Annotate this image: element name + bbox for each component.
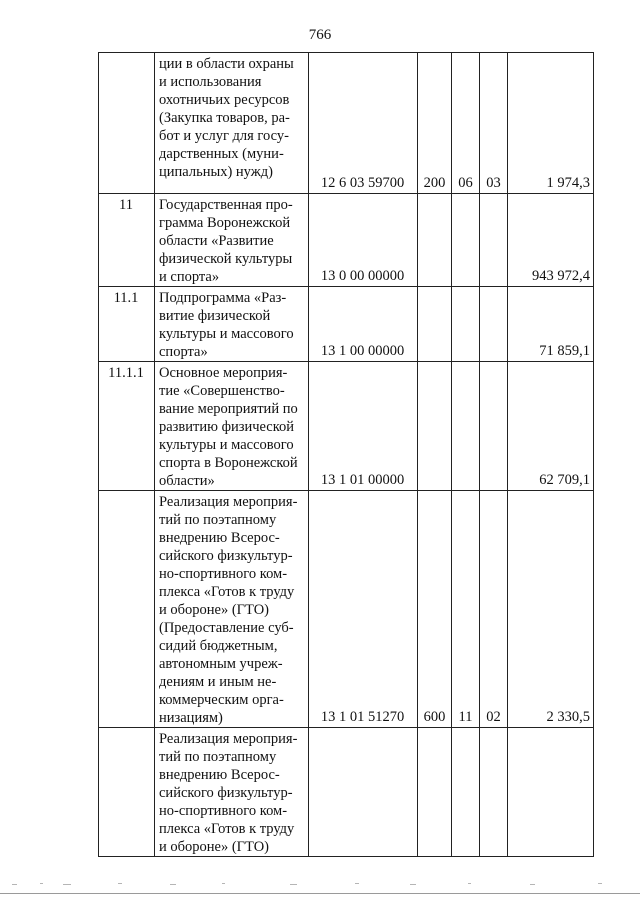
- item-name-line: коммерческим орга-: [159, 692, 284, 708]
- cell-expense-type: [418, 194, 452, 287]
- cell-expense-type: [418, 287, 452, 362]
- cell-target-code: 12 6 03 59700: [309, 53, 418, 194]
- cell-amount: 62 709,1: [508, 362, 594, 491]
- cell-row-number: [99, 728, 155, 857]
- cell-row-number: 11: [99, 194, 155, 287]
- cell-item-name: [155, 491, 309, 728]
- cell-amount: 71 859,1: [508, 287, 594, 362]
- table-row: [99, 53, 594, 194]
- cell-subsection: [480, 194, 508, 287]
- table-row: [99, 287, 594, 362]
- cell-expense-type: 600: [418, 491, 452, 728]
- item-name-line: плекса «Готов к труду: [159, 821, 295, 837]
- item-name-line: витие физической: [159, 308, 271, 324]
- cell-expense-type: [418, 362, 452, 491]
- cell-row-number: 11.1: [99, 287, 155, 362]
- item-name-line: Реализация мероприя-: [159, 494, 298, 510]
- table-body: [99, 53, 594, 857]
- item-name-line: автономным учреж-: [159, 656, 283, 672]
- cell-amount: 1 974,3: [508, 53, 594, 194]
- cell-subsection: 03: [480, 53, 508, 194]
- scan-noise-decoration: [0, 881, 640, 887]
- item-name-line: тие «Совершенство-: [159, 383, 285, 399]
- cell-expense-type: [418, 728, 452, 857]
- item-name-line: и обороне» (ГТО): [159, 602, 270, 618]
- budget-table: [98, 52, 594, 857]
- item-name-line: (Предоставление суб-: [159, 620, 294, 636]
- cell-amount: [508, 728, 594, 857]
- item-name-line: области»: [159, 473, 215, 489]
- item-name-line: но-спортивного ком-: [159, 803, 288, 819]
- item-name-line: культуры и массового: [159, 326, 294, 342]
- item-name-line: вание мероприятий по: [159, 401, 298, 417]
- cell-section: [452, 728, 480, 857]
- item-name-line: и использования: [159, 74, 262, 90]
- item-name-line: сийского физкультур-: [159, 785, 293, 801]
- cell-amount: 2 330,5: [508, 491, 594, 728]
- item-name-line: и спорта»: [159, 269, 220, 285]
- cell-subsection: [480, 728, 508, 857]
- item-name-line: (Закупка товаров, ра-: [159, 110, 290, 126]
- bottom-scan-edge: [0, 893, 640, 894]
- item-name-line: но-спортивного ком-: [159, 566, 288, 582]
- item-name-line: физической культуры: [159, 251, 293, 267]
- item-name-line: Подпрограмма «Раз-: [159, 290, 287, 306]
- cell-target-code: 13 1 01 00000: [309, 362, 418, 491]
- table-row: [99, 194, 594, 287]
- item-name-line: дениям и иным не-: [159, 674, 277, 690]
- table-row: [99, 728, 594, 857]
- cell-item-name: [155, 287, 309, 362]
- item-name-line: дарственных (муни-: [159, 146, 284, 162]
- item-name-line: охотничьих ресурсов: [159, 92, 290, 108]
- cell-target-code: 13 0 00 00000: [309, 194, 418, 287]
- item-name-line: ципальных) нужд): [159, 164, 273, 180]
- cell-row-number: [99, 491, 155, 728]
- item-name-line: внедрению Всерос-: [159, 767, 280, 783]
- item-name-line: низациям): [159, 710, 223, 726]
- cell-item-name: [155, 362, 309, 491]
- item-name-line: Реализация мероприя-: [159, 731, 298, 747]
- table-row: [99, 362, 594, 491]
- item-name-line: культуры и массового: [159, 437, 294, 453]
- cell-row-number: 11.1.1: [99, 362, 155, 491]
- item-name-line: бот и услуг для госу-: [159, 128, 289, 144]
- item-name-line: сидий бюджетным,: [159, 638, 278, 654]
- cell-target-code: 13 1 01 51270: [309, 491, 418, 728]
- cell-row-number: [99, 53, 155, 194]
- cell-target-code: [309, 728, 418, 857]
- cell-subsection: [480, 287, 508, 362]
- page-number: 766: [308, 27, 332, 43]
- cell-item-name: [155, 728, 309, 857]
- item-name-line: развитию физической: [159, 419, 295, 435]
- item-name-line: грамма Воронежской: [159, 215, 291, 231]
- cell-section: 06: [452, 53, 480, 194]
- item-name-line: плекса «Готов к труду: [159, 584, 295, 600]
- cell-target-code: 13 1 00 00000: [309, 287, 418, 362]
- cell-amount: 943 972,4: [508, 194, 594, 287]
- item-name-line: сийского физкультур-: [159, 548, 293, 564]
- cell-section: [452, 287, 480, 362]
- cell-expense-type: 200: [418, 53, 452, 194]
- cell-section: [452, 362, 480, 491]
- cell-subsection: 02: [480, 491, 508, 728]
- cell-subsection: [480, 362, 508, 491]
- cell-item-name: [155, 53, 309, 194]
- item-name-line: Государственная про-: [159, 197, 293, 213]
- item-name-line: спорта в Воронежской: [159, 455, 298, 471]
- item-name-line: спорта»: [159, 344, 208, 360]
- item-name-line: области «Развитие: [159, 233, 274, 249]
- item-name-line: внедрению Всерос-: [159, 530, 280, 546]
- item-name-line: тий по поэтапному: [159, 749, 277, 765]
- item-name-line: ции в области охраны: [159, 56, 294, 72]
- cell-item-name: [155, 194, 309, 287]
- table-row: [99, 491, 594, 728]
- item-name-line: тий по поэтапному: [159, 512, 277, 528]
- item-name-line: Основное мероприя-: [159, 365, 288, 381]
- item-name-line: и обороне» (ГТО): [159, 839, 270, 855]
- cell-section: [452, 194, 480, 287]
- cell-section: 11: [452, 491, 480, 728]
